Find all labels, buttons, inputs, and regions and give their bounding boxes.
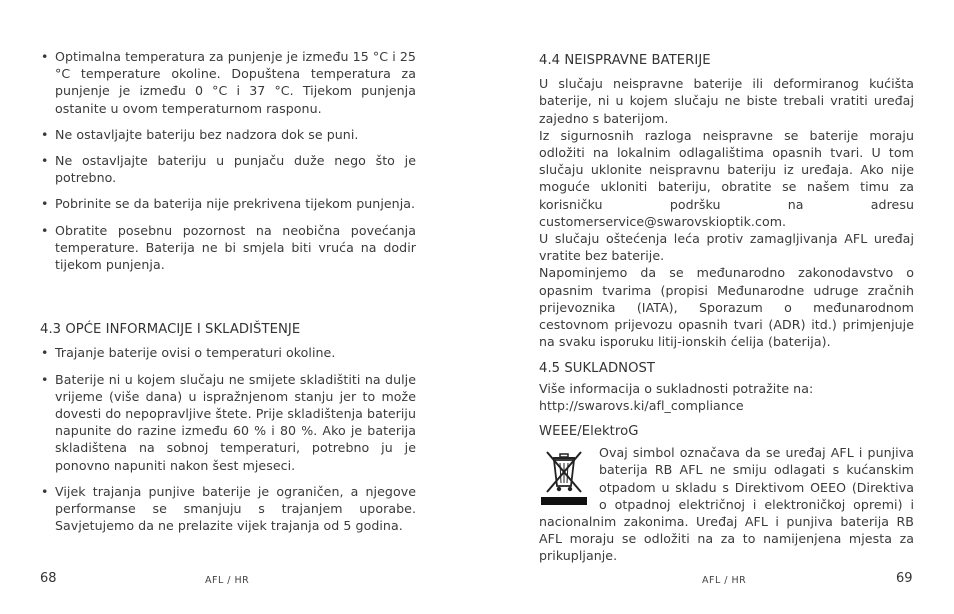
paragraph: U slučaju neispravne baterije ili deformiranog kućišta baterije, ni u kojem slučaju ne biste trebali vratiti uređaj zajedno s baterijom. (539, 76, 914, 126)
weee-text: Ovaj simbol označava da se uređaj AFL i punjiva baterija RB AFL ne smiju odlagati s kućanskim otpadom u skladu s Direktivom OEEO (Direktiva o otpadnoj električnoj i elektroničkoj opremi) i nacionalnim zakonima. Uređaj AFL i punjiva baterija RB AFL moraju se odložiti na za to namijenjena mjesta za prikupljanje. (539, 445, 914, 564)
paragraph: Iz sigurnosnih razloga neispravne se baterije moraju odložiti na lokalnim odlagalištima opasnih tvari. U tom slučaju uklonite neispravnu bateriju iz uređaja. Ako nije moguće ukloniti bateriju, obratite se našem timu za korisničku podršku na adresu customerservice@swarovskioptik.com. (539, 127, 914, 229)
storage-bullet-list (40, 344, 416, 534)
list-item: • Baterije ni u kojem slučaju ne smijete skladištiti na dulje vrijeme (više dana) u ispražnjenom stanju jer to može dovesti do nepopravljive štete. Prije skladištenja bateriju napunite do razine između 60 % i 80 %. Ako je baterija skladištena na sobnoj temperaturi, potrebno ju je ponovno napuniti nakon šest mjeseci. (40, 371, 416, 474)
list-item: • Ne ostavljajte bateriju bez nadzora dok se puni. (40, 126, 416, 143)
list-item: • Obratite posebnu pozornost na neobična povećanja temperature. Baterija ne bi smjela biti vruća na dodir tijekom punjenja. (40, 222, 416, 274)
footer-label-left: AFL / HR (205, 575, 250, 586)
charging-bullet-list (40, 48, 416, 273)
compliance-text: Više informacija o sukladnosti potražite na: http://swarovs.ki/afl_compliance (539, 380, 814, 413)
paragraph: U slučaju oštećenja leća protiv zamagljivanja AFL uređaj vratite bez baterije. (539, 231, 914, 264)
section-heading-4-4: 4.4 NEISPRAVNE BATERIJE (539, 53, 711, 68)
right-column (539, 52, 914, 565)
list-item: • Vijek trajanja punjive baterije je ograničen, a njegove performanse se smanjuju s trajanjem uporabe. Savjetujemo da ne prelazite vijek trajanja od 5 godina. (40, 483, 416, 535)
page-number-right: 69 (896, 571, 913, 586)
list-item: • Trajanje baterije ovisi o temperaturi okoline. (40, 344, 416, 361)
weee-heading: WEEE/ElektroG (539, 424, 639, 440)
left-column (40, 48, 416, 543)
weee-block (539, 444, 914, 564)
footer-label-right: AFL / HR (702, 575, 747, 586)
right-page (477, 0, 954, 614)
list-item: • Ne ostavljajte bateriju u punjaču duže nego što je potrebno. (40, 152, 416, 186)
list-item: • Optimalna temperatura za punjenje je između 15 °C i 25 °C temperature okoline. Dopuštena temperatura za punjenje je između 0 °C i 37 °C. Tijekom punjenja ostanite u ovom temperaturnom rasponu. (40, 48, 416, 117)
paragraph: Napominjemo da se međunarodno zakonodavstvo o opasnim tvarima (propisi Međunarodne udruge zračnih prijevoznika (IATA), Sporazum o međunarodnom cestovnom prijevozu opasnih tvari (ADR) itd.) primjenjuje na svaku isporuku litij-ionskih ćelija (baterija). (539, 265, 914, 350)
section-heading-4-3: 4.3 OPĆE INFORMACIJE I SKLADIŠTENJE (40, 322, 301, 338)
crossed-out-bin-icon (539, 446, 589, 506)
section-heading-4-5: 4.5 SUKLADNOST (539, 361, 656, 377)
page-number-left: 68 (40, 571, 57, 586)
list-item: • Pobrinite se da baterija nije prekrivena tijekom punjenja. (40, 195, 416, 212)
